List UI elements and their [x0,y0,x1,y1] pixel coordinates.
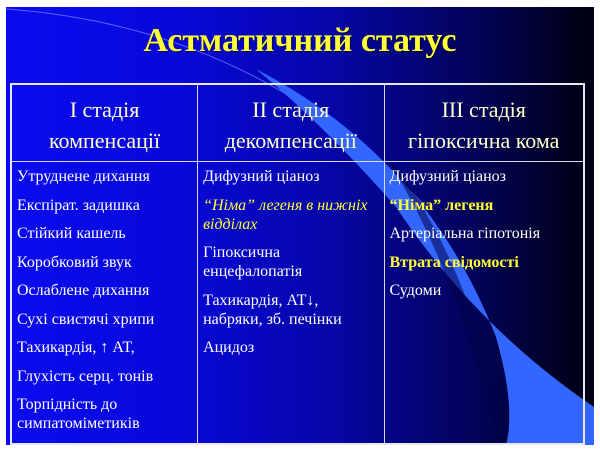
table-body-row [11,162,584,444]
slide-title: Астматичний статус [143,22,457,59]
list-item: Коробковий звук [17,253,132,271]
list-item: Судоми [389,282,442,299]
list-item: Тахикардія, ↑ АТ, [17,339,135,356]
header-stage-1: I стадія компенсації [11,84,198,162]
list-item: Глухість серц. тонів [17,367,154,385]
list-item: Стійкий кашель [17,225,126,242]
list-item: Артеріальна гіпотонія [389,225,541,242]
header-stage-2: II стадія декомпенсації [198,84,384,162]
list-item-highlight: “Німа” легеня [389,196,494,214]
stage-2-symptoms [198,162,384,444]
list-item: Ослаблене дихання [17,282,150,299]
slide [6,7,594,445]
table-header-row [11,84,584,162]
list-item: Ацидоз [203,339,255,356]
list-item-highlight: “Німа” легеня в нижніх відділах [203,196,368,233]
list-item: Торпідність до симпатоміметиків [17,396,140,432]
stage-1-symptoms [11,162,198,444]
list-item: Тахикардія, АТ↓, набряки, зб. печінки [203,291,342,328]
stages-table [10,83,585,445]
list-item: Експірат. задишка [17,196,140,214]
list-item: Дифузний ціаноз [203,168,320,185]
list-item-highlight: Втрата свідомості [389,253,519,271]
list-item: Гіпоксична енцефалопатія [203,244,303,280]
list-item: Дифузний ціаноз [389,168,506,185]
list-item: Утруднене дихання [17,168,150,185]
stage-3-symptoms [384,162,584,444]
list-item: Сухі свистячі хрипи [17,310,155,328]
header-stage-3: III стадія гіпоксична кома [384,84,584,162]
